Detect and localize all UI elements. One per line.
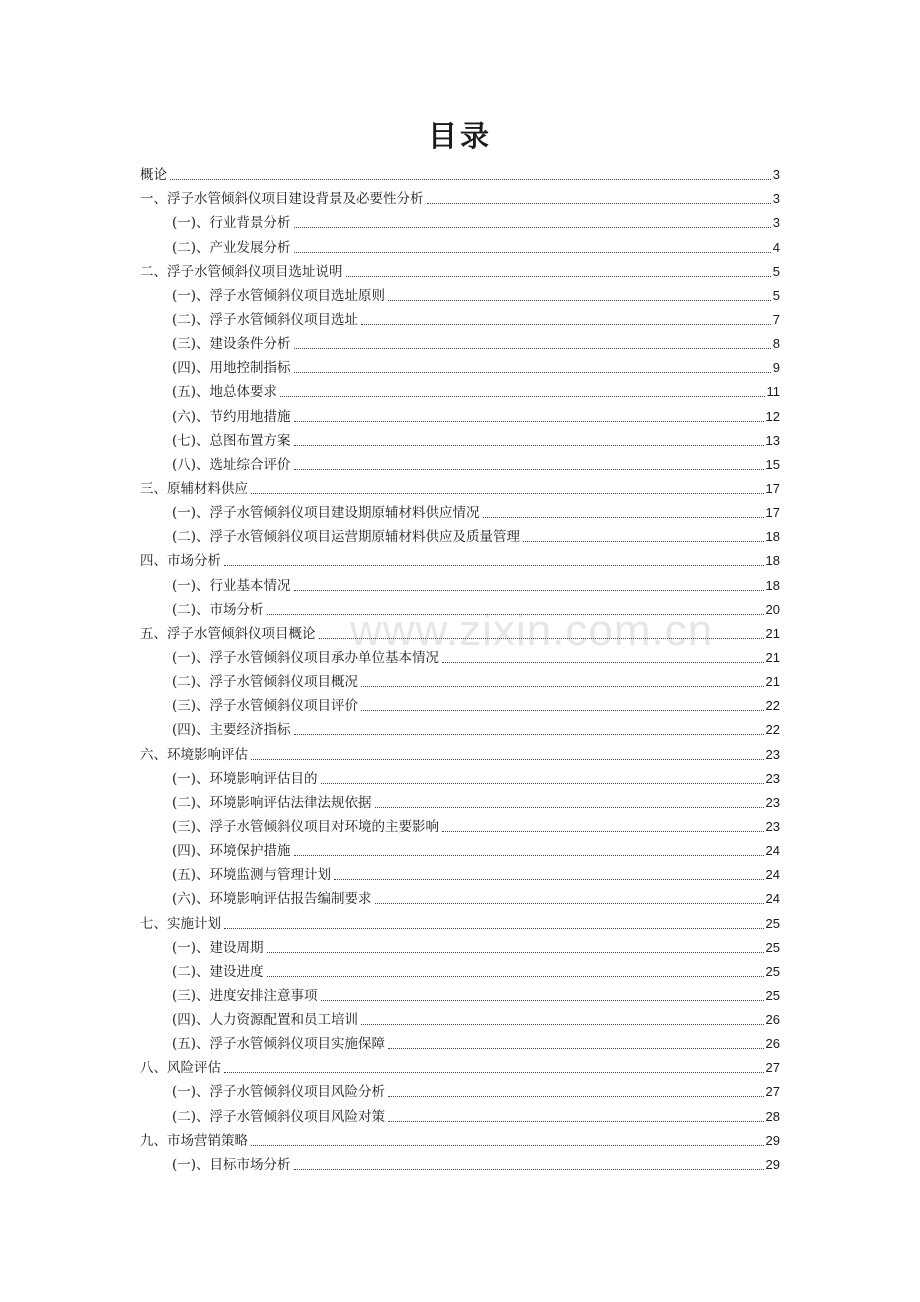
dot-leader bbox=[280, 396, 764, 397]
toc-entry[interactable] bbox=[140, 1151, 780, 1175]
toc-entry[interactable] bbox=[140, 934, 780, 958]
dot-leader bbox=[251, 493, 764, 494]
toc-entry-label: (三)、建设条件分析 bbox=[172, 336, 291, 353]
toc-entry-page-number: 5 bbox=[772, 287, 780, 303]
toc-entry-label: (一)、行业基本情况 bbox=[172, 577, 291, 594]
toc-entry-page-number: 21 bbox=[765, 625, 780, 641]
toc-entry-label: (一)、行业背景分析 bbox=[172, 215, 291, 232]
toc-entry-page-number: 24 bbox=[765, 891, 780, 907]
dot-leader bbox=[224, 928, 764, 929]
dot-leader bbox=[388, 1121, 763, 1122]
toc-entry[interactable] bbox=[140, 499, 780, 523]
dot-leader bbox=[442, 831, 763, 832]
toc-entry-page-number: 27 bbox=[765, 1084, 780, 1100]
dot-leader bbox=[361, 1024, 763, 1025]
toc-entry-page-number: 8 bbox=[772, 336, 780, 352]
toc-entry-page-number: 18 bbox=[765, 529, 780, 545]
toc-entry[interactable] bbox=[140, 1030, 780, 1054]
toc-entry-page-number: 21 bbox=[765, 674, 780, 690]
dot-leader bbox=[294, 734, 764, 735]
toc-entry-label: (八)、选址综合评价 bbox=[172, 456, 291, 473]
toc-entry[interactable] bbox=[140, 692, 780, 716]
dot-leader bbox=[294, 469, 764, 470]
dot-leader bbox=[294, 252, 771, 253]
toc-entry[interactable] bbox=[140, 982, 780, 1006]
dot-leader bbox=[251, 759, 764, 760]
toc-entry-label: (一)、建设周期 bbox=[172, 939, 264, 956]
toc-entry-page-number: 20 bbox=[765, 601, 780, 617]
toc-entry[interactable] bbox=[140, 571, 780, 595]
toc-entry-label: (五)、地总体要求 bbox=[172, 384, 278, 401]
dot-leader bbox=[361, 710, 763, 711]
toc-entry-label: (三)、进度安排注意事项 bbox=[172, 987, 318, 1004]
toc-entry[interactable] bbox=[140, 740, 780, 764]
toc-entry-page-number: 21 bbox=[765, 649, 780, 665]
dot-leader bbox=[321, 1000, 764, 1001]
toc-entry[interactable] bbox=[140, 668, 780, 692]
toc-entry-label: (五)、环境监测与管理计划 bbox=[172, 867, 332, 884]
toc-entry-page-number: 7 bbox=[772, 311, 780, 327]
toc-entry-page-number: 5 bbox=[772, 263, 780, 279]
toc-entry[interactable] bbox=[140, 233, 780, 257]
toc-entry[interactable] bbox=[140, 306, 780, 330]
dot-leader bbox=[319, 638, 764, 639]
dot-leader bbox=[294, 421, 764, 422]
dot-leader bbox=[523, 541, 763, 542]
toc-entry-page-number: 4 bbox=[772, 239, 780, 255]
toc-entry-label: 四、市场分析 bbox=[140, 553, 221, 570]
toc-entry-page-number: 3 bbox=[772, 191, 780, 207]
dot-leader bbox=[483, 517, 764, 518]
dot-leader bbox=[388, 1096, 763, 1097]
dot-leader bbox=[346, 276, 771, 277]
toc-entry-label: (六)、环境影响评估报告编制要求 bbox=[172, 891, 372, 908]
dot-leader bbox=[427, 203, 771, 204]
toc-entry[interactable] bbox=[140, 1127, 780, 1151]
toc-entry-label: (一)、浮子水管倾斜仪项目建设期原辅材料供应情况 bbox=[172, 505, 480, 522]
toc-entry-label: (三)、浮子水管倾斜仪项目对环境的主要影响 bbox=[172, 818, 440, 835]
toc-entry-label: (七)、总图布置方案 bbox=[172, 432, 291, 449]
toc-entry[interactable] bbox=[140, 789, 780, 813]
toc-entry-page-number: 23 bbox=[765, 818, 780, 834]
toc-entry-label: (二)、浮子水管倾斜仪项目选址 bbox=[172, 311, 359, 328]
toc-entry-label: (二)、浮子水管倾斜仪项目风险对策 bbox=[172, 1108, 386, 1125]
toc-entry-page-number: 25 bbox=[765, 963, 780, 979]
toc-entry[interactable] bbox=[140, 402, 780, 426]
toc-entry[interactable] bbox=[140, 258, 780, 282]
toc-entry-page-number: 18 bbox=[765, 577, 780, 593]
toc-entry-label: (二)、产业发展分析 bbox=[172, 239, 291, 256]
toc-entry-page-number: 18 bbox=[765, 553, 780, 569]
toc-entry-label: 八、风险评估 bbox=[140, 1060, 221, 1077]
toc-entry-page-number: 22 bbox=[765, 698, 780, 714]
dot-leader bbox=[294, 590, 764, 591]
dot-leader bbox=[267, 976, 764, 977]
toc-entry[interactable] bbox=[140, 644, 780, 668]
toc-entry-label: (四)、用地控制指标 bbox=[172, 360, 291, 377]
toc-entry-label: (二)、浮子水管倾斜仪项目运营期原辅材料供应及质量管理 bbox=[172, 529, 521, 546]
toc-entry-label: 六、环境影响评估 bbox=[140, 746, 248, 763]
toc-entry-page-number: 17 bbox=[765, 505, 780, 521]
toc-entry-label: 三、原辅材料供应 bbox=[140, 480, 248, 497]
dot-leader bbox=[251, 1145, 764, 1146]
dot-leader bbox=[294, 348, 771, 349]
toc-entry[interactable] bbox=[140, 209, 780, 233]
toc-entry-label: 七、实施计划 bbox=[140, 915, 221, 932]
toc-entry-page-number: 25 bbox=[765, 939, 780, 955]
dot-leader bbox=[294, 227, 771, 228]
toc-entry-page-number: 13 bbox=[765, 432, 780, 448]
toc-entry-page-number: 26 bbox=[765, 1036, 780, 1052]
toc-entry-label: (二)、建设进度 bbox=[172, 963, 264, 980]
toc-entry[interactable] bbox=[140, 475, 780, 499]
toc-entry-page-number: 25 bbox=[765, 915, 780, 931]
dot-leader bbox=[375, 903, 764, 904]
toc-entry[interactable] bbox=[140, 596, 780, 620]
dot-leader bbox=[442, 662, 763, 663]
dot-leader bbox=[294, 1169, 764, 1170]
toc-entry-label: 九、市场营销策略 bbox=[140, 1132, 248, 1149]
toc-entry-page-number: 29 bbox=[765, 1156, 780, 1172]
toc-entry-page-number: 22 bbox=[765, 722, 780, 738]
dot-leader bbox=[224, 1072, 764, 1073]
toc-entry[interactable] bbox=[140, 547, 780, 571]
dot-leader bbox=[361, 686, 763, 687]
toc-entry-label: (四)、环境保护措施 bbox=[172, 843, 291, 860]
toc-entry[interactable] bbox=[140, 427, 780, 451]
toc-entry-label: (一)、环境影响评估目的 bbox=[172, 770, 318, 787]
toc-entry[interactable] bbox=[140, 1102, 780, 1126]
table-of-contents bbox=[140, 161, 780, 1175]
toc-entry-label: (六)、节约用地措施 bbox=[172, 408, 291, 425]
toc-entry-page-number: 24 bbox=[765, 867, 780, 883]
dot-leader bbox=[267, 952, 764, 953]
page-title: 目录 bbox=[427, 119, 492, 153]
toc-entry-label: (二)、浮子水管倾斜仪项目概况 bbox=[172, 674, 359, 691]
dot-leader bbox=[334, 879, 763, 880]
toc-entry-label: (一)、浮子水管倾斜仪项目选址原则 bbox=[172, 287, 386, 304]
toc-entry-label: (一)、浮子水管倾斜仪项目承办单位基本情况 bbox=[172, 649, 440, 666]
toc-entry[interactable] bbox=[140, 620, 780, 644]
toc-entry[interactable] bbox=[140, 185, 780, 209]
toc-entry[interactable] bbox=[140, 765, 780, 789]
toc-entry[interactable] bbox=[140, 1054, 780, 1078]
toc-entry[interactable] bbox=[140, 813, 780, 837]
toc-entry[interactable] bbox=[140, 378, 780, 402]
toc-entry[interactable] bbox=[140, 885, 780, 909]
toc-entry-label: (五)、浮子水管倾斜仪项目实施保障 bbox=[172, 1036, 386, 1053]
toc-entry-page-number: 26 bbox=[765, 1012, 780, 1028]
toc-entry-page-number: 27 bbox=[765, 1060, 780, 1076]
toc-entry[interactable] bbox=[140, 716, 780, 740]
toc-entry[interactable] bbox=[140, 837, 780, 861]
toc-entry[interactable] bbox=[140, 958, 780, 982]
toc-entry-page-number: 23 bbox=[765, 794, 780, 810]
toc-entry-label: (二)、环境影响评估法律法规依据 bbox=[172, 794, 372, 811]
toc-entry[interactable] bbox=[140, 909, 780, 933]
toc-entry-page-number: 11 bbox=[766, 384, 780, 400]
toc-entry-label: (四)、主要经济指标 bbox=[172, 722, 291, 739]
toc-entry-page-number: 23 bbox=[765, 746, 780, 762]
dot-leader bbox=[294, 445, 764, 446]
dot-leader bbox=[361, 324, 771, 325]
toc-entry-label: 概论 bbox=[140, 167, 167, 184]
toc-entry-page-number: 28 bbox=[765, 1108, 780, 1124]
dot-leader bbox=[267, 614, 764, 615]
toc-entry-label: 二、浮子水管倾斜仪项目选址说明 bbox=[140, 263, 343, 280]
toc-entry-page-number: 12 bbox=[765, 408, 780, 424]
toc-entry[interactable] bbox=[140, 451, 780, 475]
toc-entry-label: (四)、人力资源配置和员工培训 bbox=[172, 1012, 359, 1029]
toc-entry-page-number: 29 bbox=[765, 1132, 780, 1148]
toc-entry-label: (二)、市场分析 bbox=[172, 601, 264, 618]
dot-leader bbox=[388, 1048, 763, 1049]
toc-entry[interactable] bbox=[140, 1006, 780, 1030]
toc-entry-label: 一、浮子水管倾斜仪项目建设背景及必要性分析 bbox=[140, 191, 424, 208]
toc-entry[interactable] bbox=[140, 1078, 780, 1102]
dot-leader bbox=[321, 783, 764, 784]
dot-leader bbox=[375, 807, 764, 808]
toc-entry-page-number: 9 bbox=[772, 360, 780, 376]
dot-leader bbox=[170, 179, 771, 180]
toc-entry[interactable] bbox=[140, 354, 780, 378]
toc-entry[interactable] bbox=[140, 161, 780, 185]
toc-entry-page-number: 15 bbox=[765, 456, 780, 472]
toc-entry-page-number: 24 bbox=[765, 843, 780, 859]
toc-entry[interactable] bbox=[140, 523, 780, 547]
dot-leader bbox=[388, 300, 771, 301]
toc-entry-page-number: 3 bbox=[772, 167, 780, 183]
toc-entry-page-number: 17 bbox=[765, 480, 780, 496]
toc-entry-page-number: 3 bbox=[772, 215, 780, 231]
toc-entry[interactable] bbox=[140, 282, 780, 306]
toc-entry-label: (一)、目标市场分析 bbox=[172, 1156, 291, 1173]
dot-leader bbox=[294, 855, 764, 856]
dot-leader bbox=[224, 565, 764, 566]
toc-entry[interactable] bbox=[140, 330, 780, 354]
toc-entry-label: 五、浮子水管倾斜仪项目概论 bbox=[140, 625, 316, 642]
toc-entry-label: (一)、浮子水管倾斜仪项目风险分析 bbox=[172, 1084, 386, 1101]
toc-entry-page-number: 25 bbox=[765, 987, 780, 1003]
toc-entry-label: (三)、浮子水管倾斜仪项目评价 bbox=[172, 698, 359, 715]
toc-entry[interactable] bbox=[140, 861, 780, 885]
dot-leader bbox=[294, 372, 771, 373]
toc-entry-page-number: 23 bbox=[765, 770, 780, 786]
watermark: www.zixin.com.cn bbox=[350, 606, 714, 655]
